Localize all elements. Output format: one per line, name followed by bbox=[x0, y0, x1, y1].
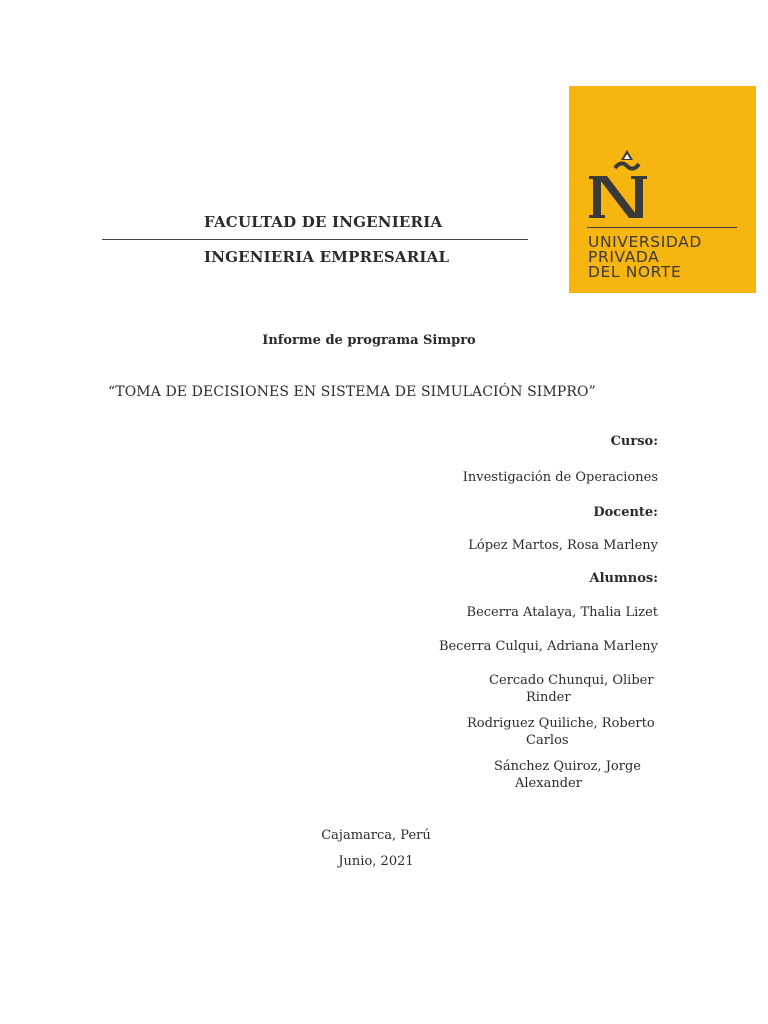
student-name-line: Sánchez Quiroz, Jorge bbox=[494, 759, 641, 774]
report-title: “TOMA DE DECISIONES EN SISTEMA DE SIMULACIÓN SIMPRO” bbox=[108, 384, 596, 400]
student-name-line: Cercado Chunqui, Oliber bbox=[489, 673, 654, 688]
student-name-line: Alexander bbox=[515, 776, 582, 791]
student-name-line: Rodriguez Quiliche, Roberto bbox=[467, 716, 655, 731]
header-divider bbox=[102, 239, 528, 240]
students-label: Alumnos: bbox=[589, 571, 658, 586]
student-name: Becerra Culqui, Adriana Marleny bbox=[438, 639, 658, 654]
report-label: Informe de programa Simpro bbox=[262, 333, 476, 348]
logo-text-line-1: UNIVERSIDAD bbox=[588, 233, 702, 251]
university-logo bbox=[569, 86, 756, 293]
faculty-title: FACULTAD DE INGENIERIA bbox=[204, 213, 443, 231]
teacher-label: Docente: bbox=[593, 505, 658, 520]
logo-divider bbox=[587, 227, 737, 228]
n-tilde-logo-icon bbox=[587, 146, 657, 226]
course-value: Investigación de Operaciones bbox=[462, 470, 658, 485]
student-name-line: Rinder bbox=[526, 690, 571, 705]
student-name bbox=[489, 672, 654, 706]
logo-text-line-2: PRIVADA bbox=[588, 248, 660, 266]
location: Cajamarca, Perú bbox=[321, 828, 431, 843]
teacher-value: López Martos, Rosa Marleny bbox=[468, 538, 658, 553]
date: Junio, 2021 bbox=[338, 854, 414, 869]
student-name bbox=[467, 715, 655, 749]
logo-text-line-3: DEL NORTE bbox=[588, 263, 682, 281]
career-title: INGENIERIA EMPRESARIAL bbox=[204, 248, 450, 266]
student-name: Becerra Atalaya, Thalia Lizet bbox=[466, 605, 658, 620]
student-name-line: Carlos bbox=[526, 733, 569, 748]
student-name bbox=[494, 758, 641, 792]
course-label: Curso: bbox=[610, 434, 658, 449]
